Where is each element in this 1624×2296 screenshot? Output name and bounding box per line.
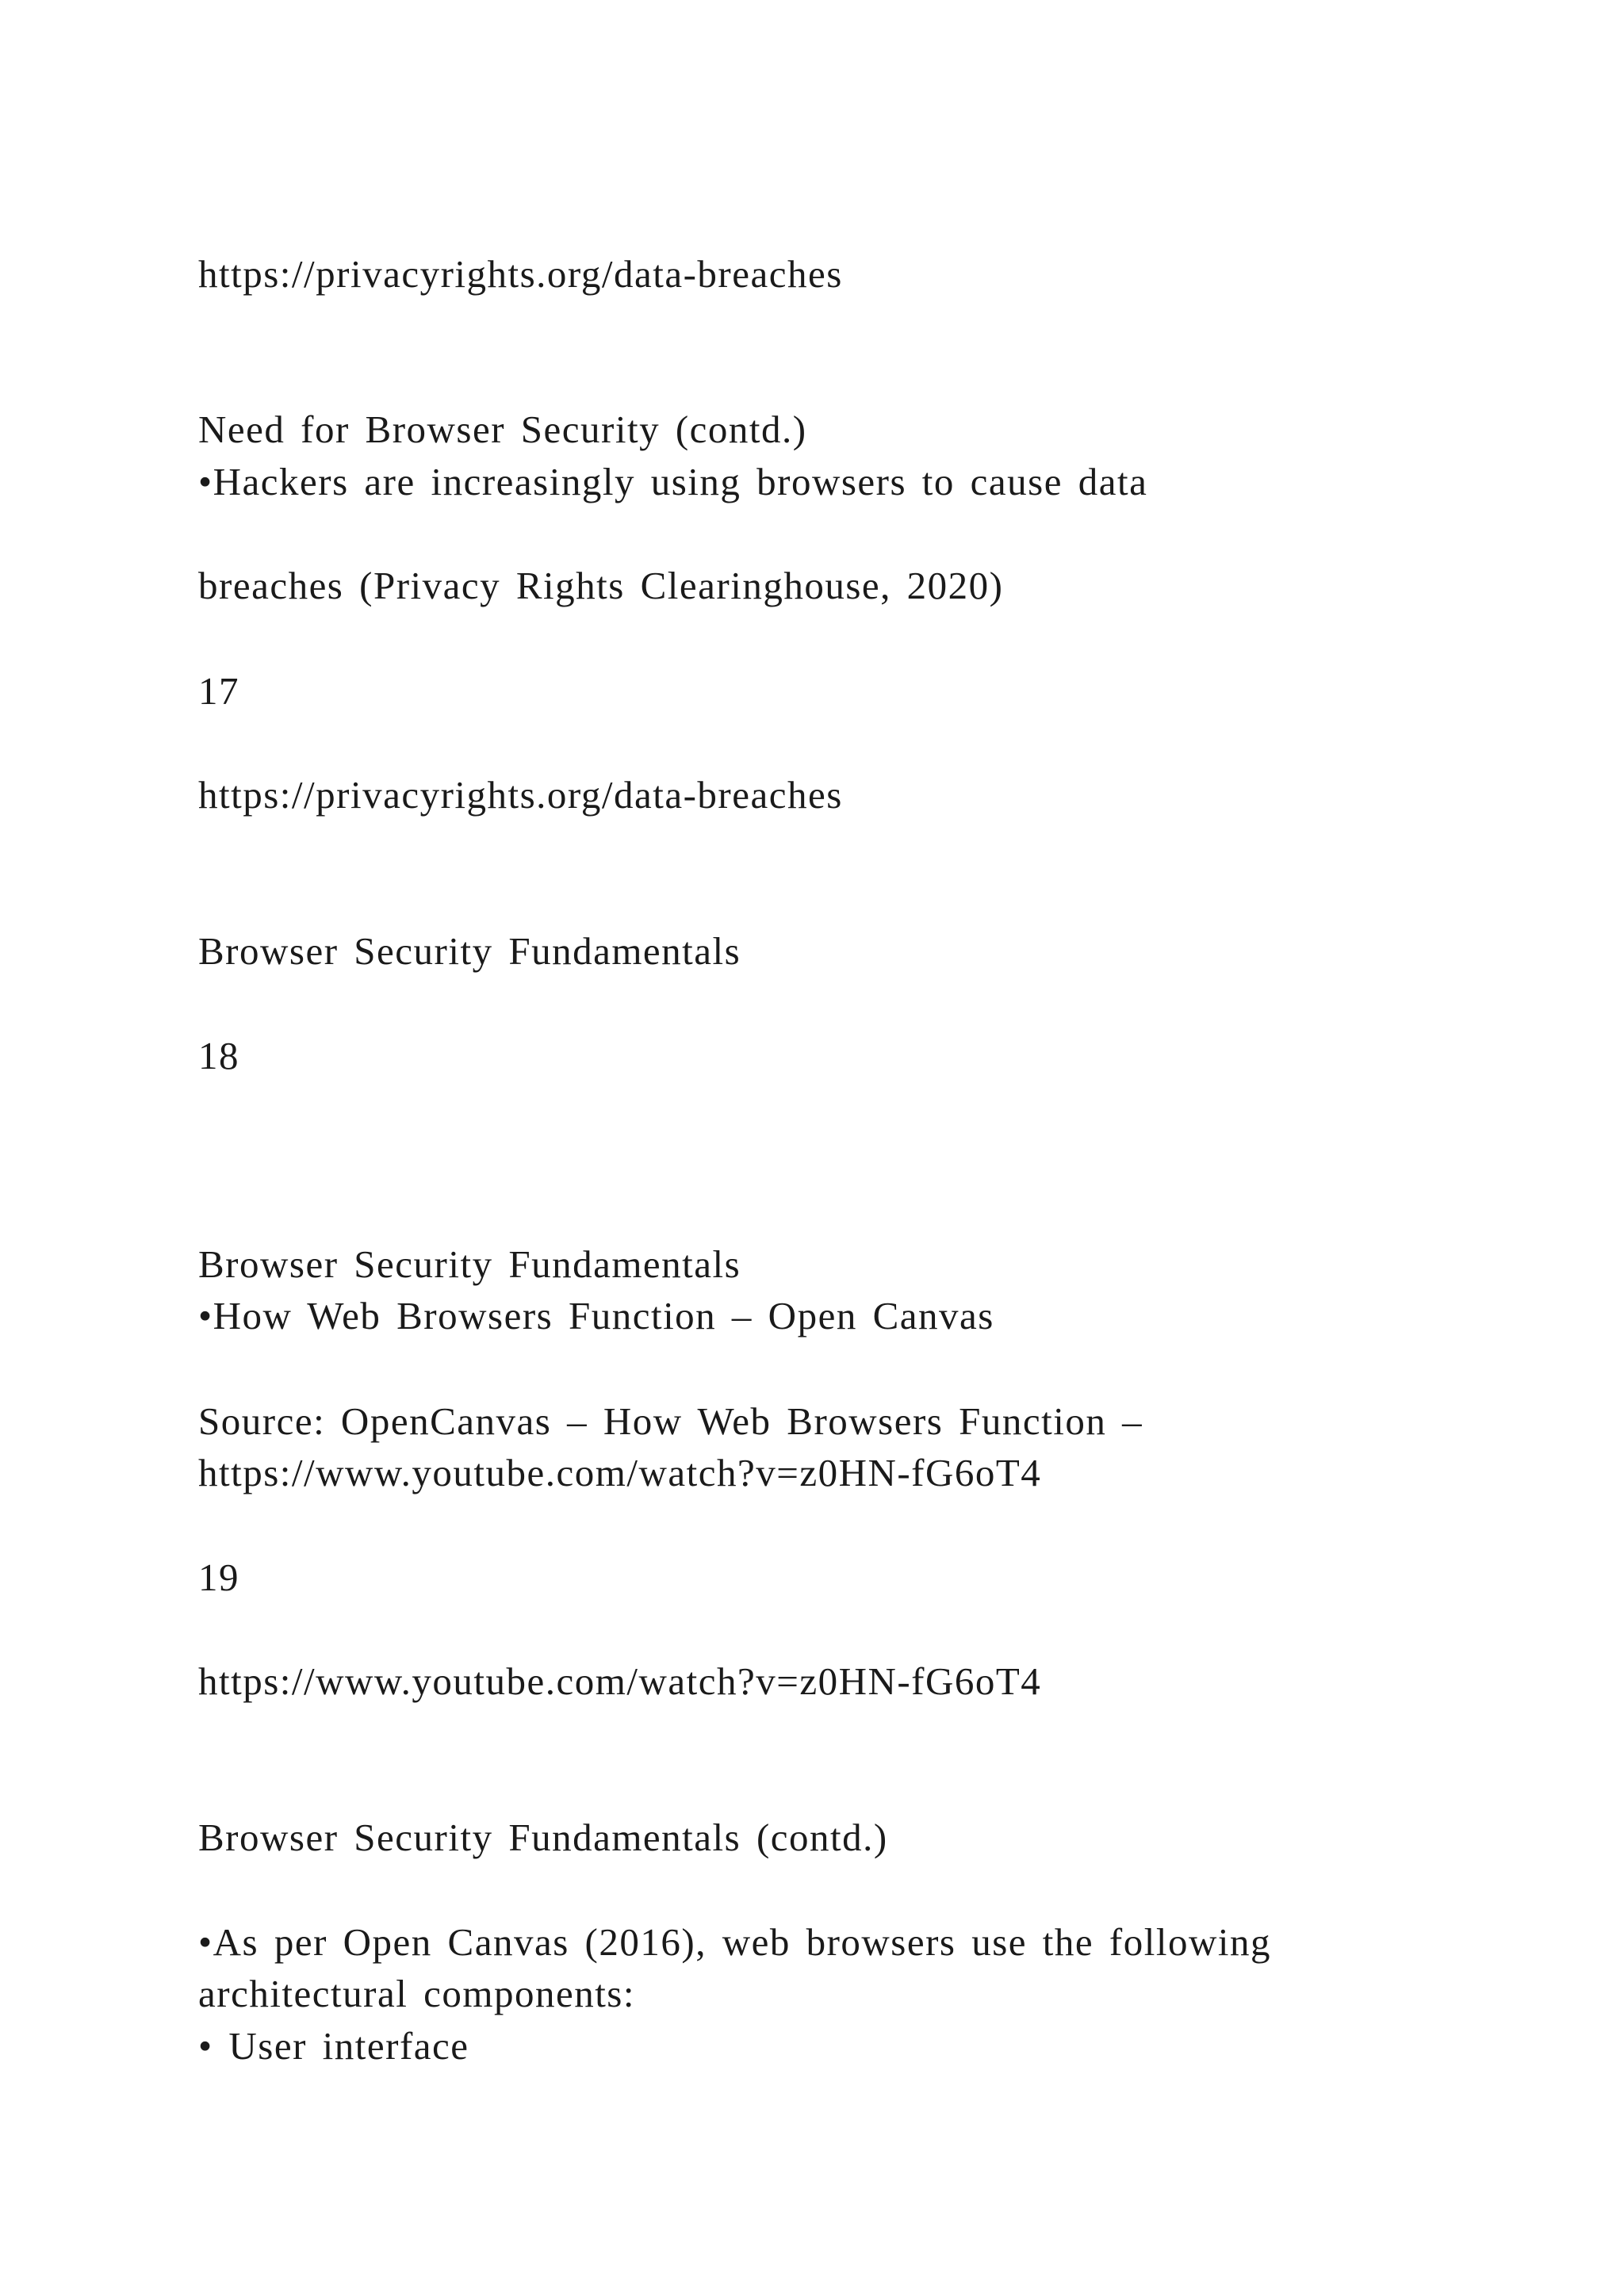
slide-heading: Browser Security Fundamentals (contd.) <box>198 1816 888 1859</box>
slide-number: 17 <box>198 669 239 713</box>
slide-heading: Need for Browser Security (contd.) <box>198 408 807 451</box>
slide-number: 18 <box>198 1034 239 1077</box>
bullet-text: •How Web Browsers Function – Open Canvas <box>198 1294 994 1337</box>
url-text: https://www.youtube.com/watch?v=z0HN-fG6oT4 <box>198 1659 1042 1703</box>
url-text: https://privacyrights.org/data-breaches <box>198 252 843 296</box>
slide-number: 19 <box>198 1556 239 1599</box>
slide-heading: Browser Security Fundamentals <box>198 1242 741 1286</box>
bullet-text: •As per Open Canvas (2016), web browsers use the following <box>198 1920 1271 1964</box>
url-text: https://privacyrights.org/data-breaches <box>198 773 843 817</box>
source-text: Source: OpenCanvas – How Web Browsers Function – <box>198 1399 1143 1443</box>
body-text: breaches (Privacy Rights Clearinghouse, 2020) <box>198 564 1004 607</box>
body-text: architectural components: <box>198 1972 635 2015</box>
url-text: https://www.youtube.com/watch?v=z0HN-fG6oT4 <box>198 1451 1042 1494</box>
slide-heading: Browser Security Fundamentals <box>198 929 741 973</box>
bullet-text: • User interface <box>198 2024 469 2068</box>
bullet-text: •Hackers are increasingly using browsers to cause data <box>198 460 1148 503</box>
